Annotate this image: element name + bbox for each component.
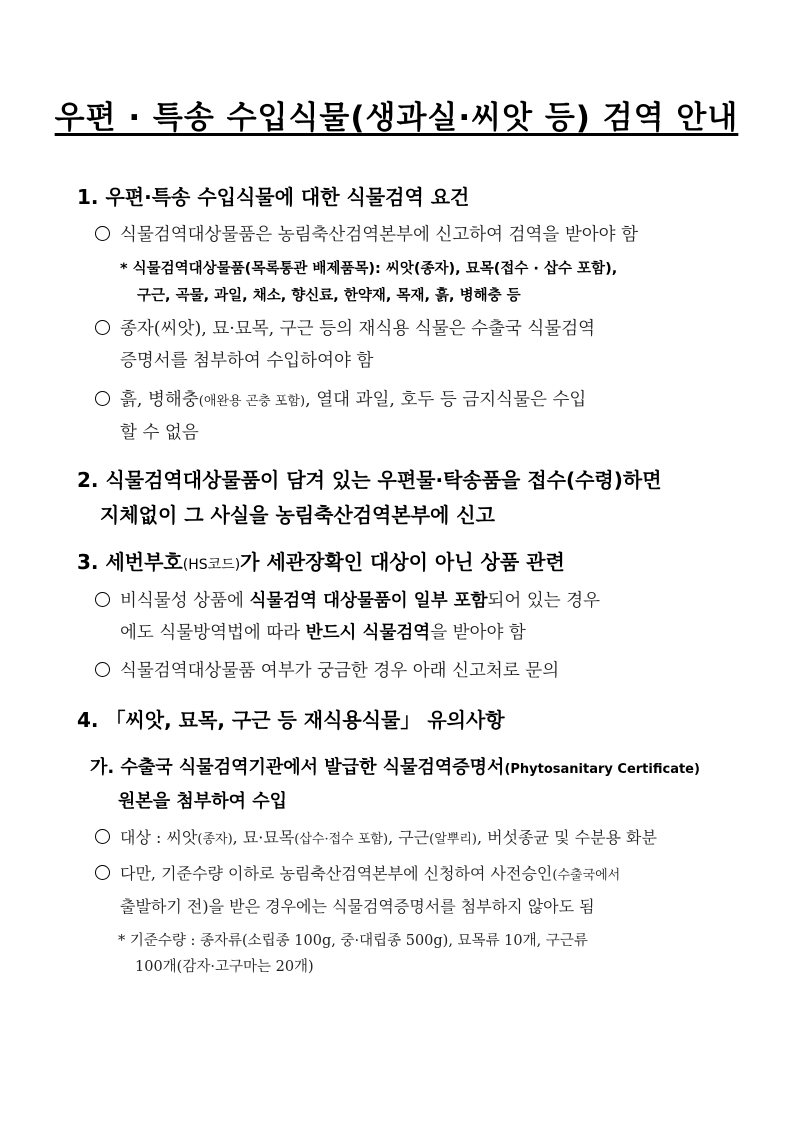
page-title: 우편 · 특송 수입식물(생과실·씨앗 등) 검역 안내 <box>54 100 739 136</box>
section-4-heading: 4. 「씨앗, 묘목, 구근 등 재식용식물」 유의사항 <box>77 708 505 732</box>
s4-bullet-1: 대상 : 씨앗(종자), 묘·묘목(삽수·접수 포함), 구근(알뿌리), 버섯종균 및 수분용 화분 <box>95 825 657 853</box>
circle-bullet-icon <box>95 320 110 335</box>
section-1-heading: 1. 우편·특송 수입식물에 대한 식물검역 요건 <box>77 185 470 209</box>
s4-subheading-line-1: 가. 수출국 식물검역기관에서 발급한 식물검역증명서(Phytosanitary Certificate) <box>90 757 700 778</box>
circle-bullet-icon <box>95 662 110 677</box>
s1-bullet-2: 종자(씨앗), 묘·묘목, 구근 등의 재식용 식물은 수출국 식물검역 <box>95 316 595 342</box>
section-2-heading-line-2: 지체없이 그 사실을 농림축산검역본부에 신고 <box>100 503 495 527</box>
s3-bullet-1: 비식물성 상품에 식물검역 대상물품이 일부 포함되어 있는 경우 <box>95 588 600 614</box>
s4-note-line-2: 100개(감자·고구마는 20개) <box>135 959 314 975</box>
s1-note-line-1: * 식물검역대상물품(목록통관 배제품목): 씨앗(종자), 묘목(접수 · 삽수 포함), <box>120 261 618 277</box>
circle-bullet-icon <box>95 829 110 844</box>
circle-bullet-icon <box>95 592 110 607</box>
s1-bullet-2-cont: 증명서를 첨부하여 수입하여야 함 <box>120 351 374 371</box>
s1-bullet-1: 식물검역대상물품은 농림축산검역본부에 신고하여 검역을 받아야 함 <box>95 222 716 248</box>
section-3-heading: 3. 세번부호(HS코드)가 세관장확인 대상이 아닌 상품 관련 <box>77 550 565 574</box>
circle-bullet-icon <box>95 865 110 880</box>
s4-subheading-line-2: 원본을 첨부하여 수입 <box>118 791 288 812</box>
s1-note-line-2: 구근, 곡물, 과일, 채소, 향신료, 한약재, 목재, 흙, 병해충 등 <box>137 288 521 304</box>
s4-bullet-2-cont: 출발하기 전)을 받은 경우에는 식물검역증명서를 첨부하지 않아도 됨 <box>120 897 595 916</box>
s4-note-line-1: * 기준수량 : 종자류(소립종 100g, 중·대립종 500g), 묘목류 10개, 구근류 <box>118 933 588 949</box>
s3-bullet-2: 식물검역대상물품 여부가 궁금한 경우 아래 신고처로 문의 <box>95 658 559 684</box>
s1-bullet-3: 흙, 병해충(애완용 곤충 포함), 열대 과일, 호두 등 금지식물은 수입 <box>95 387 586 415</box>
circle-bullet-icon <box>95 391 110 406</box>
circle-bullet-icon <box>95 226 110 241</box>
s3-bullet-1-cont: 에도 식물방역법에 따라 반드시 식물검역을 받아야 함 <box>120 623 526 643</box>
s4-bullet-2: 다만, 기준수량 이하로 농림축산검역본부에 신청하여 사전승인(수출국에서 <box>95 861 620 889</box>
s1-bullet-3-cont: 할 수 없음 <box>120 423 199 443</box>
section-2-heading-line-1: 2. 식물검역대상물품이 담겨 있는 우편물·탁송품을 접수(수령)하면 <box>77 468 662 492</box>
